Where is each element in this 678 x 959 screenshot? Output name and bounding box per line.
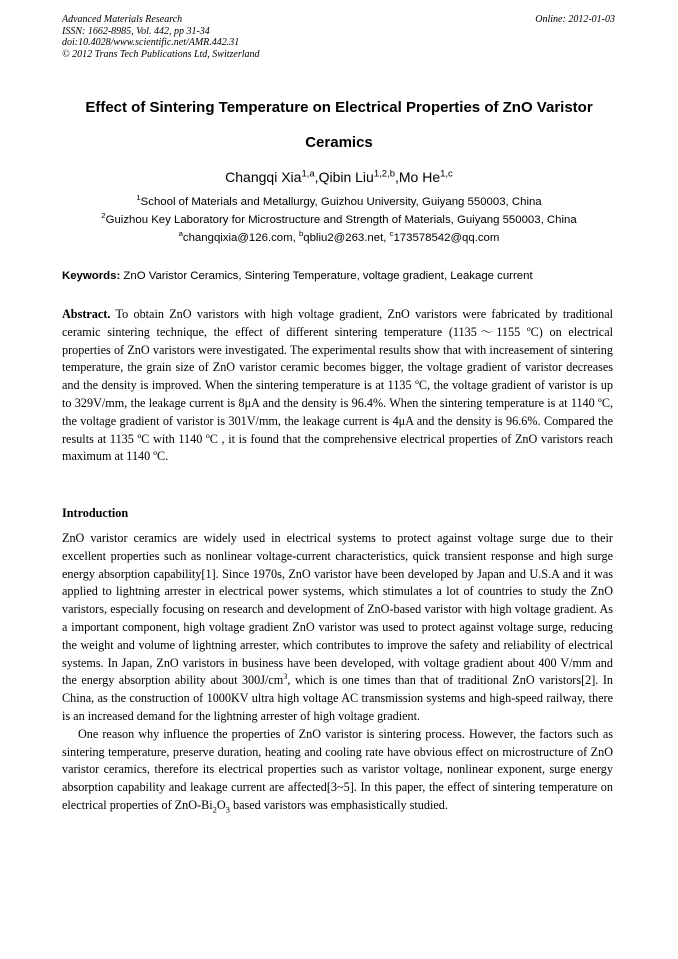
journal-doi: doi:10.4028/www.scientific.net/AMR.442.31 xyxy=(62,37,240,48)
paper-title: Effect of Sintering Temperature on Electrical Properties of ZnO Varistor Ceramics xyxy=(85,99,593,151)
paragraph-text: One reason why influence the properties of ZnO varistor is sintering process. However, the factors such as sintering temperature, preserve duration, heating and cooling rate have obvious effect on microstructure of ZnO varistor ceramics, therefore its electrical properties such as varistor voltage, nonlinear exponent, surge energy absorption capability and leakage current are affected[3~5]. In this paper, the effect of sintering temperature on electrical properties of ZnO-Bi xyxy=(62,726,613,812)
affiliation-mark: 1 xyxy=(136,193,141,203)
author-separator: , xyxy=(314,169,319,185)
keywords-label: Keywords: xyxy=(62,270,121,282)
affiliation-text: Guizhou Key Laboratory for Microstructure and Strength of Materials, Guiyang 550003, China xyxy=(105,214,577,226)
author-name: Changqi Xia xyxy=(225,169,302,185)
subscript: 2 xyxy=(212,804,217,815)
affiliation-mark: 2 xyxy=(101,211,106,221)
affiliation-2 xyxy=(0,211,678,229)
author-affiliation-mark: 1,2,b xyxy=(373,168,395,180)
subscript: 3 xyxy=(225,804,230,815)
paragraph xyxy=(62,726,613,815)
keywords-text: ZnO Varistor Ceramics, Sintering Temperature, voltage gradient, Leakage current xyxy=(120,270,533,282)
abstract-text: To obtain ZnO varistors with high voltage gradient, ZnO varistors were fabricated by traditional ceramic sintering technique, the effect of different sintering temperature (1135～1155 ºC) on electrical properties of ZnO varistors were investigated. The experimental results show that with increasement of sintering temperature, the grain size of ZnO varistor ceramic becomes bigger, the voltage gradient of varistor decreases and the density is improved. When the sintering temperature is at 1135 ºC, the voltage gradient of varistor is up to 329V/mm, the leakage current is 8μA and the density is 96.4%. When the sintering temperature is at 1140 ºC, the voltage gradient of varistor is 301V/mm, the leakage current is 4μA and the density is 96.6%. Compared the results at 1135 ºC with 1140 ºC , it is found that the comprehensive electrical properties of ZnO varistors reach maximum at 1140 ºC. xyxy=(62,307,613,464)
section-heading-introduction: Introduction xyxy=(62,506,129,520)
introduction-body xyxy=(62,530,613,815)
email-mark: c xyxy=(389,229,394,239)
keywords xyxy=(62,268,616,284)
author-list xyxy=(0,168,678,186)
journal-copyright: © 2012 Trans Tech Publications Ltd, Switzerland xyxy=(62,48,260,60)
abstract-label: Abstract. xyxy=(62,307,111,321)
paragraph-text: O xyxy=(216,797,226,812)
author-separator: , xyxy=(395,169,399,185)
paragraph xyxy=(62,530,613,726)
author-name: Qibin Liu xyxy=(318,169,374,185)
journal-name: Advanced Materials Research xyxy=(62,14,183,25)
journal-info xyxy=(62,14,615,60)
email-link[interactable]: 173578542@qq.com xyxy=(393,232,500,244)
author-emails xyxy=(0,229,678,247)
paragraph-text: ZnO varistor ceramics are widely used in electrical systems to protect against voltage surge due to their excellent properties such as nonlinear voltage-current characteristics, quick transient response and high surge energy absorption capability[1]. Since 1970s, ZnO varistor have been developed by Japan and U.S.A and it was applied to lightning arrester in electrical power systems, which stimulates a lot of countries to study the ZnO varistors, especially focusing on research and development of ZnO-based varistor with high voltage gradient. As a important component, high voltage gradient ZnO varistor was used to protect against voltage surge, reducing the weight and volume of lightning arrester, which contributes to improve the safety and reliability of electrical systems. In Japan, ZnO varistors in business have been developed, with voltage gradient about 400 V/mm and the energy absorption ability about 300J/cm xyxy=(62,531,613,688)
author-affiliation-mark: 1,c xyxy=(440,168,453,180)
affiliation-1 xyxy=(0,193,678,211)
author-name: Mo He xyxy=(398,169,441,185)
journal-header xyxy=(62,14,615,60)
superscript: 3 xyxy=(283,672,288,682)
paragraph-text: based varistors was emphasistically studied. xyxy=(229,797,448,812)
email-mark: b xyxy=(298,229,304,239)
online-date: Online: 2012-01-03 xyxy=(535,14,615,25)
email-link[interactable]: changqixia@126.com, xyxy=(182,232,299,244)
affiliation-text: School of Materials and Metallurgy, Guizhou University, Guiyang 550003, China xyxy=(140,196,542,208)
paragraph-text: , which is one times than that of traditional ZnO varistors[2]. In China, as the construction of 1000KV ultra high voltage AC transmission systems and high-speed railway, there is an increased demand for the lightning arrester of high voltage gradient. xyxy=(62,673,614,723)
author-affiliation-mark: 1,a xyxy=(301,168,315,180)
email-link[interactable]: qbliu2@263.net, xyxy=(303,232,390,244)
email-mark: a xyxy=(178,229,183,239)
journal-issn: ISSN: 1662-8985, Vol. 442, pp 31-34 xyxy=(62,25,210,37)
abstract xyxy=(62,306,613,466)
